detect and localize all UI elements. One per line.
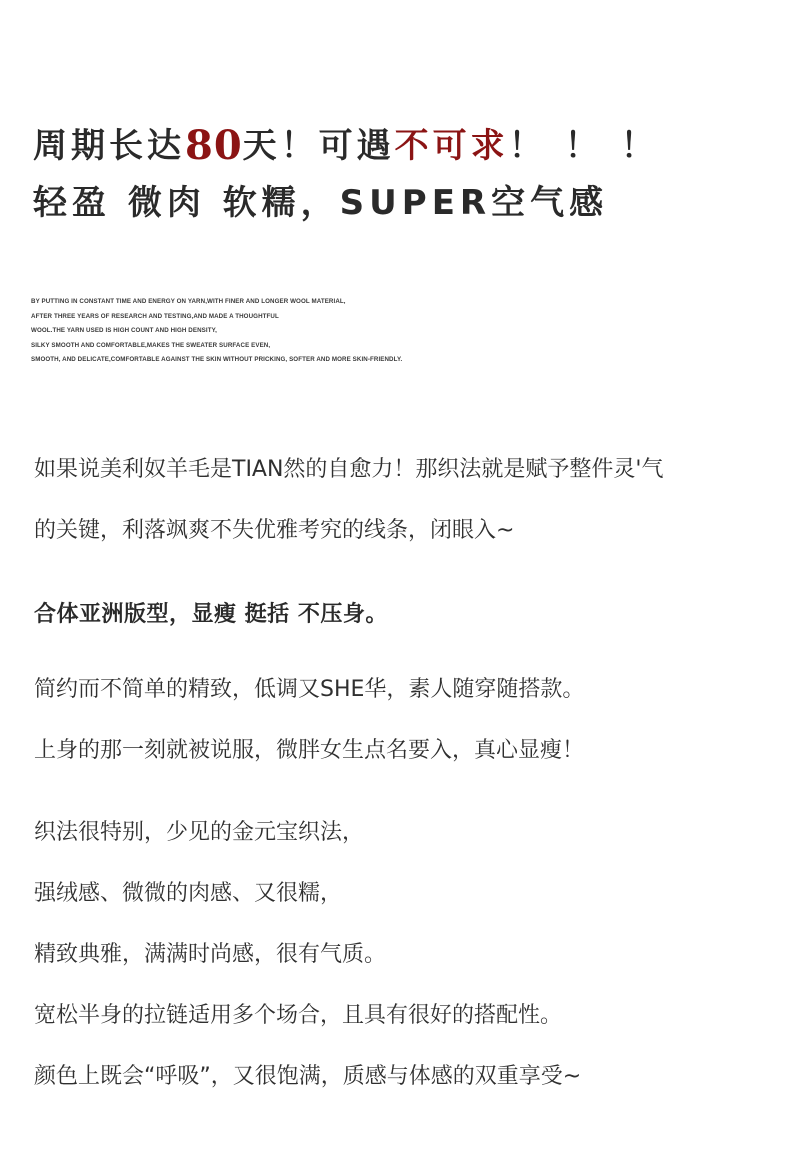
headline-text: 天！可遇	[242, 126, 395, 166]
fit-heading: 合体亚洲版型，显瘦 挺括 不压身。	[34, 602, 388, 627]
english-description	[31, 295, 402, 368]
knit-line-1: 织法很特别，少见的金元宝织法，	[34, 820, 365, 845]
headline-exclamations: ！！！	[508, 126, 677, 166]
intro-line-2: 的关键，利落飒爽不失优雅考究的线条，闭眼入~	[34, 518, 515, 543]
knit-line-5: 颜色上既会“呼吸”，又很饱满，质感与体感的双重享受~	[34, 1064, 582, 1089]
headline-emphasis: 不可求	[394, 126, 509, 166]
english-line: SMOOTH, AND DELICATE,COMFORTABLE AGAINST THE SKIN WITHOUT PRICKING, SOFTER AND MORE SKIN-FRIENDLY.	[31, 356, 403, 363]
style-line-2: 上身的那一刻就被说服，微胖女生点名要入，真心显瘦！	[34, 738, 585, 763]
english-line: SILKY SMOOTH AND COMFORTABLE,MAKES THE SWEATER SURFACE EVEN,	[31, 341, 271, 349]
english-line: BY PUTTING IN CONSTANT TIME AND ENERGY ON YARN,WITH FINER AND LONGER WOOL MATERIAL,	[31, 298, 346, 305]
headline-number: 80	[185, 122, 243, 169]
headline-line-2: 轻盈 微肉 软糯，SUPER空气感	[33, 183, 609, 223]
knit-line-4: 宽松半身的拉链适用多个场合，且具有很好的搭配性。	[34, 1003, 563, 1028]
headline-line-1	[33, 122, 677, 169]
english-line: AFTER THREE YEARS OF RESEARCH AND TESTING,AND MADE A THOUGHTFUL	[31, 312, 279, 320]
style-line-1: 简约而不简单的精致，低调又SHE华，素人随穿随搭款。	[34, 677, 585, 702]
intro-line-1: 如果说美利奴羊毛是TIAN然的自愈力！那织法就是赋予整件灵'气	[34, 457, 664, 482]
headline-text: 周期长达	[33, 126, 185, 166]
knit-line-2: 强绒感、微微的肉感、又很糯，	[34, 881, 343, 906]
knit-line-3: 精致典雅，满满时尚感，很有气质。	[34, 942, 387, 967]
english-line: WOOL.THE YARN USED IS HIGH COUNT AND HIGH DENSITY,	[31, 327, 217, 334]
